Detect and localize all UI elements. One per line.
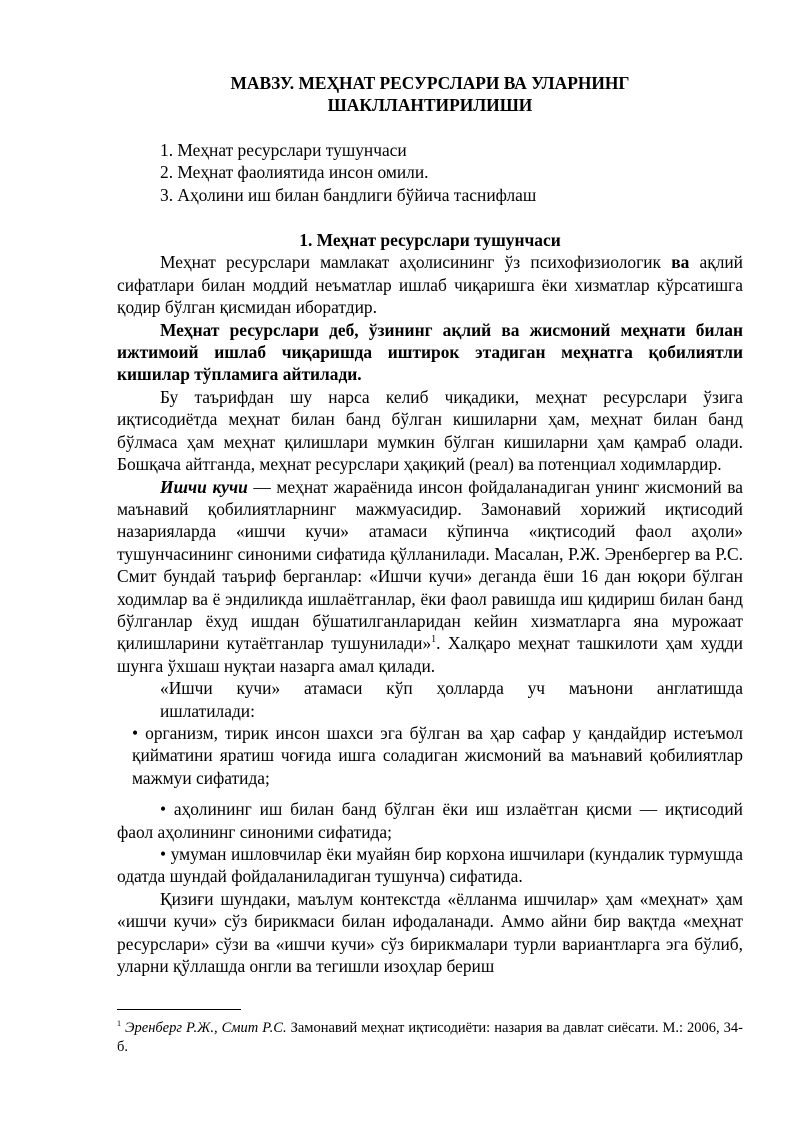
title-line-2: ШАКЛЛАНТИРИЛИШИ <box>327 95 533 116</box>
document-page <box>117 72 743 977</box>
page-title <box>117 72 743 117</box>
footnote-reference[interactable]: 1 <box>431 634 437 646</box>
paragraph-text: Меҳнат ресурслари мамлакат аҳолисининг ўз психофизиологик <box>160 252 672 273</box>
outline-item: 2. Меҳнат фаолиятида инсон омили. <box>160 162 429 183</box>
topic-outline <box>160 139 743 206</box>
paragraph-text: ақлий сифатлари билан моддий неъматлар ишлаб чиқаришга ёки хизматлар кўрсатишга қодир бўлган қисмидан иборатдир. <box>117 252 743 318</box>
footnote <box>117 1019 743 1056</box>
footnote-separator <box>117 1009 241 1010</box>
footnote-text: Замонавий меҳнат иқтисодиёти: назария ва давлат сиёсати. М.: 2006, 34-б. <box>117 1020 744 1055</box>
paragraph-bold-definition: Меҳнат ресурслари деб, ўзининг ақлий ва жисмоний меҳнати билан ижтимоий ишлаб чиқаришда иштирок этадиган меҳнатга қобилиятли кишилар тўпламига айтилади. <box>117 319 743 385</box>
meanings-intro-line-1: «Ишчи кучи» атамаси кўп ҳолларда уч маънони англатишда <box>160 678 743 699</box>
paragraph-closing: Қизиғи шундаки, маълум контекстда «ёлланма ишчилар» ҳам «меҳнат» ҳам «ишчи кучи» сўз бирикмаси билан ифодаланади. Аммо айни бир вақтда «меҳнат ресурслари» сўзи ва «ишчи кучи» сўз бирикмалари турли вариантларга эга бўлиб, уларни қўллашда онгли ва тегишли изоҳлар бериш <box>117 888 743 977</box>
bullet-item: • аҳолининг иш билан банд бўлган ёки иш излаётган қисми — иқтисодий фаол аҳолининг синоними сифатида; <box>117 799 743 842</box>
meanings-intro <box>160 677 743 722</box>
paragraph-definition <box>117 251 743 318</box>
bullet-item: • умуман ишловчилар ёки муайян бир корхона ишчилари (кундалик турмушда одатда шундай фойдаланиладиган тушунча) сифатида. <box>117 844 743 887</box>
paragraph-labor-force <box>117 476 743 678</box>
paragraph-text: . Халқаро меҳнат ташкилоти ҳам худди шунга ўхшаш нуқтаи назарга амал қилади. <box>117 633 743 676</box>
title-line-1: МАВЗУ. МЕҲНАТ РЕСУРСЛАРИ ВА УЛАРНИНГ <box>230 73 630 93</box>
meanings-intro-line-2: ишлатилади: <box>160 700 255 721</box>
section-heading: 1. Меҳнат ресурслари тушунчаси <box>299 230 561 251</box>
term-labor-force: Ишчи кучи <box>160 476 248 497</box>
paragraph-explanation: Бу таърифдан шу нарса келиб чиқадики, меҳнат ресурслари ўзига иқтисодиётда меҳнат билан банд бўлган кишиларни ҳам, меҳнат билан банд бўлмаса ҳам меҳнат қилишлари мумкин бўлган кишиларни ҳам қамраб олади. Бошқача айтганда, меҳнат ресурслари ҳақиқий (реал) ва потенциал ходимлардир. <box>117 386 743 475</box>
bullet-item: • организм, тирик инсон шахси эга бўлган ва ҳар сафар у қандайдир истеъмол қийматини яратиш чоғида ишга соладиган жисмоний ва маънавий қобилиятлар мажмуи сифатида; <box>132 722 743 788</box>
outline-item: 3. Аҳолини иш билан бандлиги бўйича таснифлаш <box>160 184 537 205</box>
footnote-marker: 1 <box>117 1019 121 1029</box>
paragraph-text: — меҳнат жараёнида инсон фойдаланадиган унинг жисмоний ва маънавий қобилиятларнинг мажмуасидир. Замонавий хорижий иқтисодий назарияларда «ишчи кучи» атамаси кўпинча «иқтисодий фаол аҳоли» тушунчасининг синоними сифатида қўлланилади. Масалан, Р.Ж. Эренбергер ва Р.С. Смит бундай таъриф берганлар: «Ишчи кучи» деганда ёши 16 дан юқори бўлган ходимлар ва ё эндиликда ишлаётганлар, ёки фаол равишда иш қидириш билан банд бўлганлар ёхуд ишдан бўшатилганларидан кейин хизматларга яна мурожаат қилишларини кутаётганлар тушунилади» <box>117 476 744 654</box>
outline-item: 1. Меҳнат ресурслари тушунчаси <box>160 139 407 160</box>
footnote-authors: Эренберг Р.Ж., Смит Р.С. <box>125 1020 287 1036</box>
bold-word: ва <box>671 252 690 273</box>
